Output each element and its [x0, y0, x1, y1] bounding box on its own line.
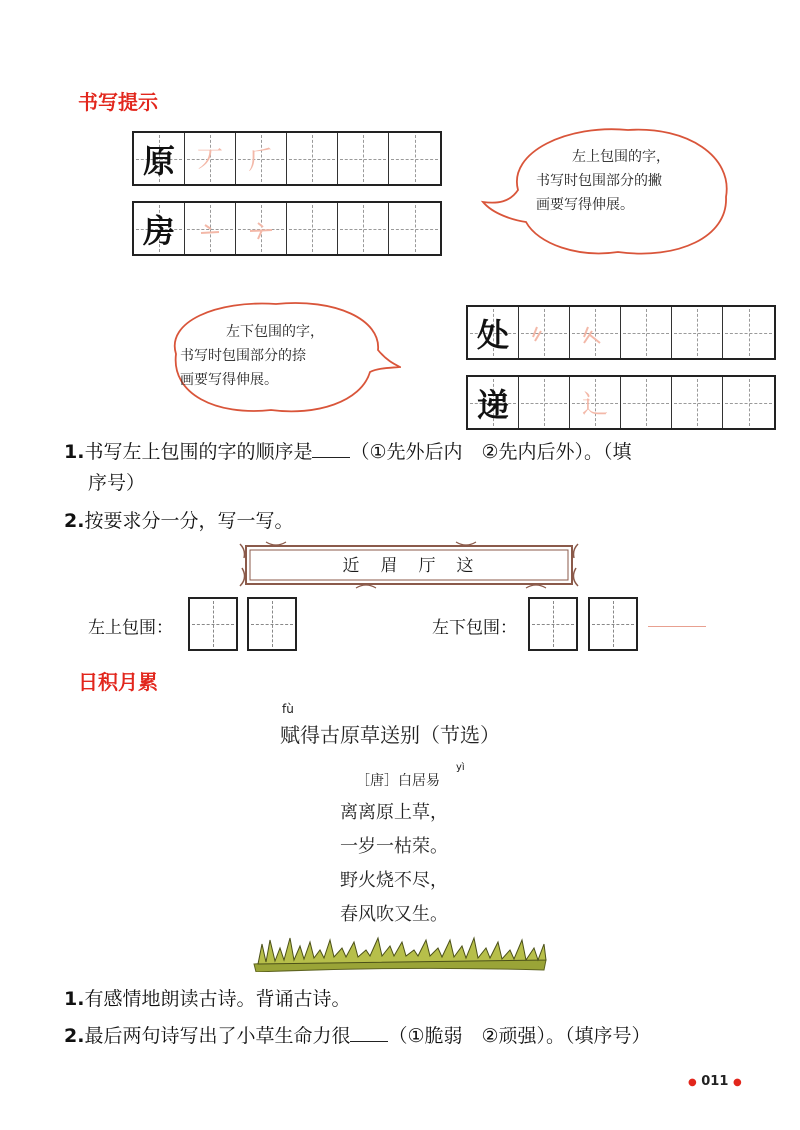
trace-stroke-icon — [519, 307, 570, 358]
model-char: 处 — [476, 315, 509, 354]
sort-label-top-left: 左上包围： — [88, 618, 173, 638]
model-char: 房 — [142, 211, 175, 250]
question-number: 2. — [64, 1025, 85, 1047]
question-options: （①先外后内 ②先内后外）。（填 — [350, 441, 632, 463]
trace-stroke-icon — [185, 203, 236, 254]
question-1-continued: 序号） — [88, 472, 146, 494]
tianzige-cell[interactable] — [519, 377, 570, 428]
page-number-text: 011 — [701, 1074, 729, 1089]
bubble-line: 左上包围的字， — [572, 149, 670, 165]
question-text: 书写左上包围的字的顺序是 — [84, 441, 313, 463]
tianzige-cell[interactable] — [338, 203, 389, 254]
poem-line: 春风吹又生。 — [340, 904, 448, 925]
page-number — [688, 1074, 742, 1089]
bubble-text-left — [180, 320, 380, 392]
poem-line: 一岁一枯荣。 — [340, 836, 448, 857]
pinyin-yi: yì — [456, 762, 465, 773]
dot-icon: ● — [688, 1077, 697, 1088]
tianzige-cell[interactable] — [236, 203, 287, 254]
poem-title: 赋得古原草送别（节选） — [280, 723, 500, 747]
tianzige-cell[interactable] — [287, 133, 338, 184]
tianzige-cell[interactable] — [185, 133, 236, 184]
answer-box[interactable] — [188, 597, 238, 651]
bubble-text-top-right — [526, 145, 726, 217]
question-number: 2. — [64, 510, 85, 532]
poem-line: 野火烧不尽， — [340, 870, 448, 891]
tianzige-cell — [134, 133, 185, 184]
question-3 — [64, 984, 350, 1014]
bubble-line: 画要写得伸展。 — [180, 372, 278, 388]
answer-box[interactable] — [247, 597, 297, 651]
trace-stroke: 𠂆 — [247, 146, 274, 176]
question-options: （①脆弱 ②顽强）。（填序号） — [388, 1025, 651, 1047]
tianzige-cell[interactable] — [723, 377, 774, 428]
answer-blank[interactable] — [350, 1021, 388, 1042]
sort-label-bottom-left: 左下包围： — [432, 618, 517, 638]
tianzige-cell[interactable] — [236, 133, 287, 184]
grass-illustration — [250, 930, 550, 972]
answer-box[interactable] — [528, 597, 578, 651]
tianzige-cell[interactable] — [389, 133, 440, 184]
model-char: 原 — [142, 141, 175, 180]
bubble-line: 书写时包围部分的撇 — [536, 173, 662, 189]
tianzige-cell[interactable] — [672, 307, 723, 358]
pinyin-fu: fù — [282, 702, 294, 716]
question-text: 有感情地朗读古诗。背诵古诗。 — [84, 988, 351, 1010]
tianzige-cell[interactable] — [338, 133, 389, 184]
tianzige-cell[interactable] — [185, 203, 236, 254]
bubble-line: 书写时包围部分的捺 — [180, 348, 306, 364]
tianzige-row-chu — [466, 305, 776, 360]
divider-line — [648, 626, 706, 627]
tianzige-cell[interactable] — [621, 377, 672, 428]
tianzige-cell[interactable] — [389, 203, 440, 254]
dot-icon: ● — [732, 1077, 742, 1088]
tianzige-row-yuan — [132, 131, 442, 186]
section-title-accumulation: 日积月累 — [78, 670, 158, 694]
tianzige-cell[interactable] — [570, 307, 621, 358]
trace-stroke-icon — [570, 307, 621, 358]
tianzige-row-di — [466, 375, 776, 430]
poem-line: 离离原上草， — [340, 802, 448, 823]
question-number: 1. — [64, 988, 85, 1010]
bubble-line: 左下包围的字， — [226, 324, 324, 340]
trace-stroke-icon — [236, 203, 287, 254]
tianzige-cell — [134, 203, 185, 254]
poem-author: ［唐］白居易 — [356, 773, 440, 789]
tianzige-cell[interactable] — [723, 307, 774, 358]
tianzige-cell[interactable] — [287, 203, 338, 254]
tianzige-cell[interactable] — [672, 377, 723, 428]
tianzige-row-fang — [132, 201, 442, 256]
model-char: 递 — [476, 385, 509, 424]
question-4 — [64, 1021, 651, 1051]
question-text: 按要求分一分，写一写。 — [84, 510, 294, 532]
tianzige-cell — [468, 377, 519, 428]
tianzige-cell[interactable] — [621, 307, 672, 358]
question-number: 1. — [64, 441, 85, 463]
tianzige-cell — [468, 307, 519, 358]
answer-blank[interactable] — [312, 437, 350, 458]
tianzige-cell[interactable] — [570, 377, 621, 428]
section-title-writing-tips: 书写提示 — [78, 90, 158, 114]
answer-box[interactable] — [588, 597, 638, 651]
question-1 — [64, 437, 754, 467]
bubble-line: 画要写得伸展。 — [536, 197, 634, 213]
question-text: 最后两句诗写出了小草生命力很 — [84, 1025, 351, 1047]
word-banner-text: 近 眉 厅 这 — [342, 556, 476, 576]
question-2 — [64, 506, 293, 536]
trace-stroke: 辶 — [581, 390, 608, 420]
trace-stroke: 丆 — [196, 146, 223, 176]
tianzige-cell[interactable] — [519, 307, 570, 358]
